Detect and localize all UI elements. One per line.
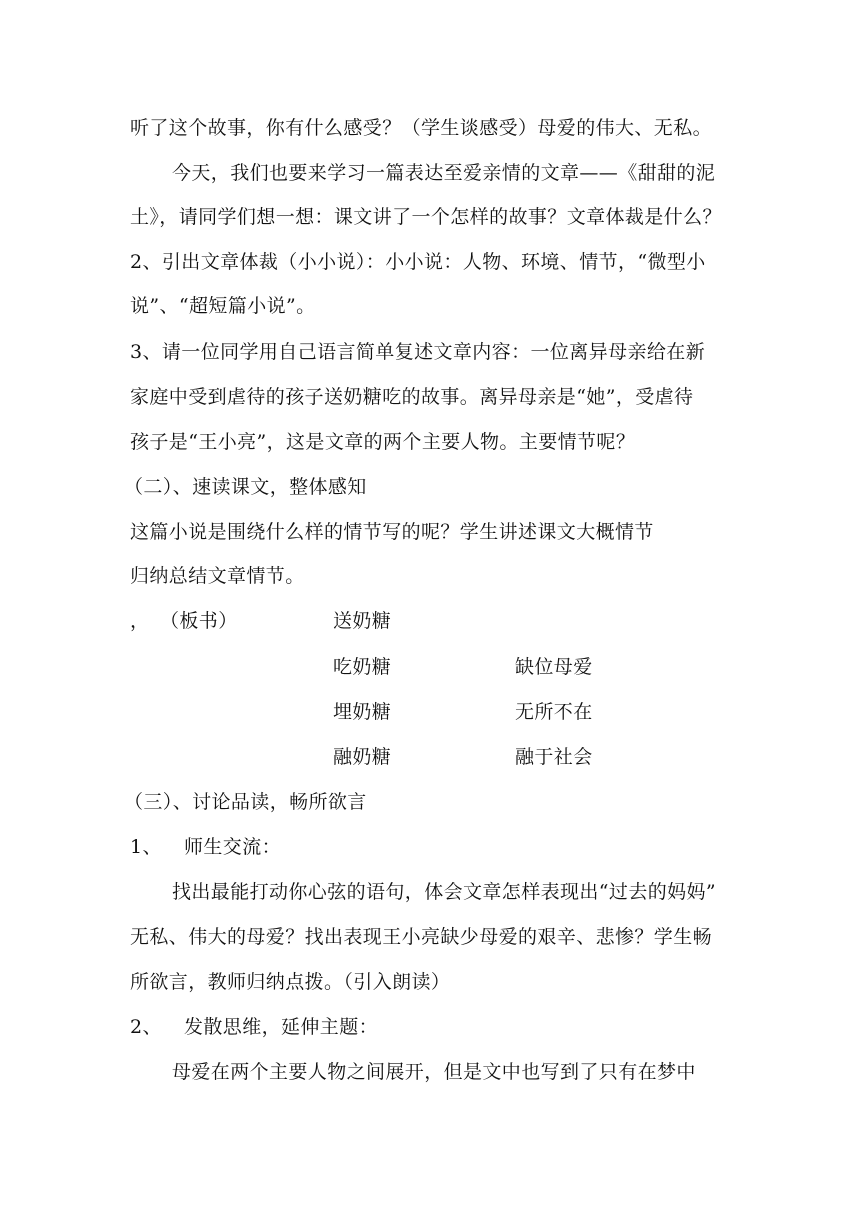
board-theme-item: 无所不在 — [515, 701, 593, 723]
list-item-number: 1、 — [130, 836, 162, 858]
paragraph-line: 土》，请同学们想一想：课文讲了一个怎样的故事？文章体裁是什么？ — [130, 206, 722, 228]
board-plot-item: 埋奶糖 — [333, 701, 392, 723]
paragraph-line: 听了这个故事，你有什么感受？（学生谈感受）母爱的伟大、无私。 — [130, 117, 713, 139]
paragraph-line: 母爱在两个主要人物之间展开，但是文中也写到了只有在梦中 — [172, 1061, 696, 1083]
section-heading: （二）、速读课文，整体感知 — [124, 476, 367, 498]
list-item-title: 师生交流： — [184, 836, 282, 858]
paragraph-line: 3、请一位同学用自己语言简单复述文章内容：一位离异母亲给在新 — [130, 341, 706, 363]
paragraph-line: 今天，我们也要来学习一篇表达至爱亲情的文章——《甜甜的泥 — [172, 162, 716, 184]
list-item-number: 2、 — [130, 1016, 162, 1038]
paragraph-line: 所欲言，教师归纳点拨。（引入朗读） — [130, 971, 451, 993]
paragraph-line: 归纳总结文章情节。 — [130, 565, 305, 587]
board-plot-item: 送奶糖 — [333, 610, 392, 632]
board-prefix: ， — [130, 610, 150, 632]
paragraph-line: 无私、伟大的母爱？找出表现王小亮缺少母爱的艰辛、悲惨？学生畅 — [130, 926, 713, 948]
board-plot-item: 融奶糖 — [333, 746, 392, 768]
paragraph-line: 找出最能打动你心弦的语句，体会文章怎样表现出“过去的妈妈” — [172, 881, 717, 903]
board-theme-item: 缺位母爱 — [515, 656, 593, 678]
paragraph-line: 家庭中受到虐待的孩子送奶糖吃的故事。离异母亲是“她”，受虐待 — [130, 386, 694, 408]
board-plot-item: 吃奶糖 — [333, 656, 392, 678]
board-label: （板书） — [160, 610, 238, 632]
paragraph-line: 孩子是“王小亮”，这是文章的两个主要人物。主要情节呢？ — [130, 431, 636, 453]
paragraph-line: 说”、“超短篇小说”。 — [130, 295, 316, 317]
board-theme-item: 融于社会 — [515, 746, 593, 768]
section-heading: （三）、讨论品读，畅所欲言 — [124, 791, 367, 813]
paragraph-line: 2、引出文章体裁（小小说）：小小说：人物、环境、情节，“微型小 — [130, 251, 706, 273]
list-item-title: 发散思维，延伸主题： — [184, 1016, 379, 1038]
paragraph-line: 这篇小说是围绕什么样的情节写的呢？学生讲述课文大概情节 — [130, 521, 654, 543]
